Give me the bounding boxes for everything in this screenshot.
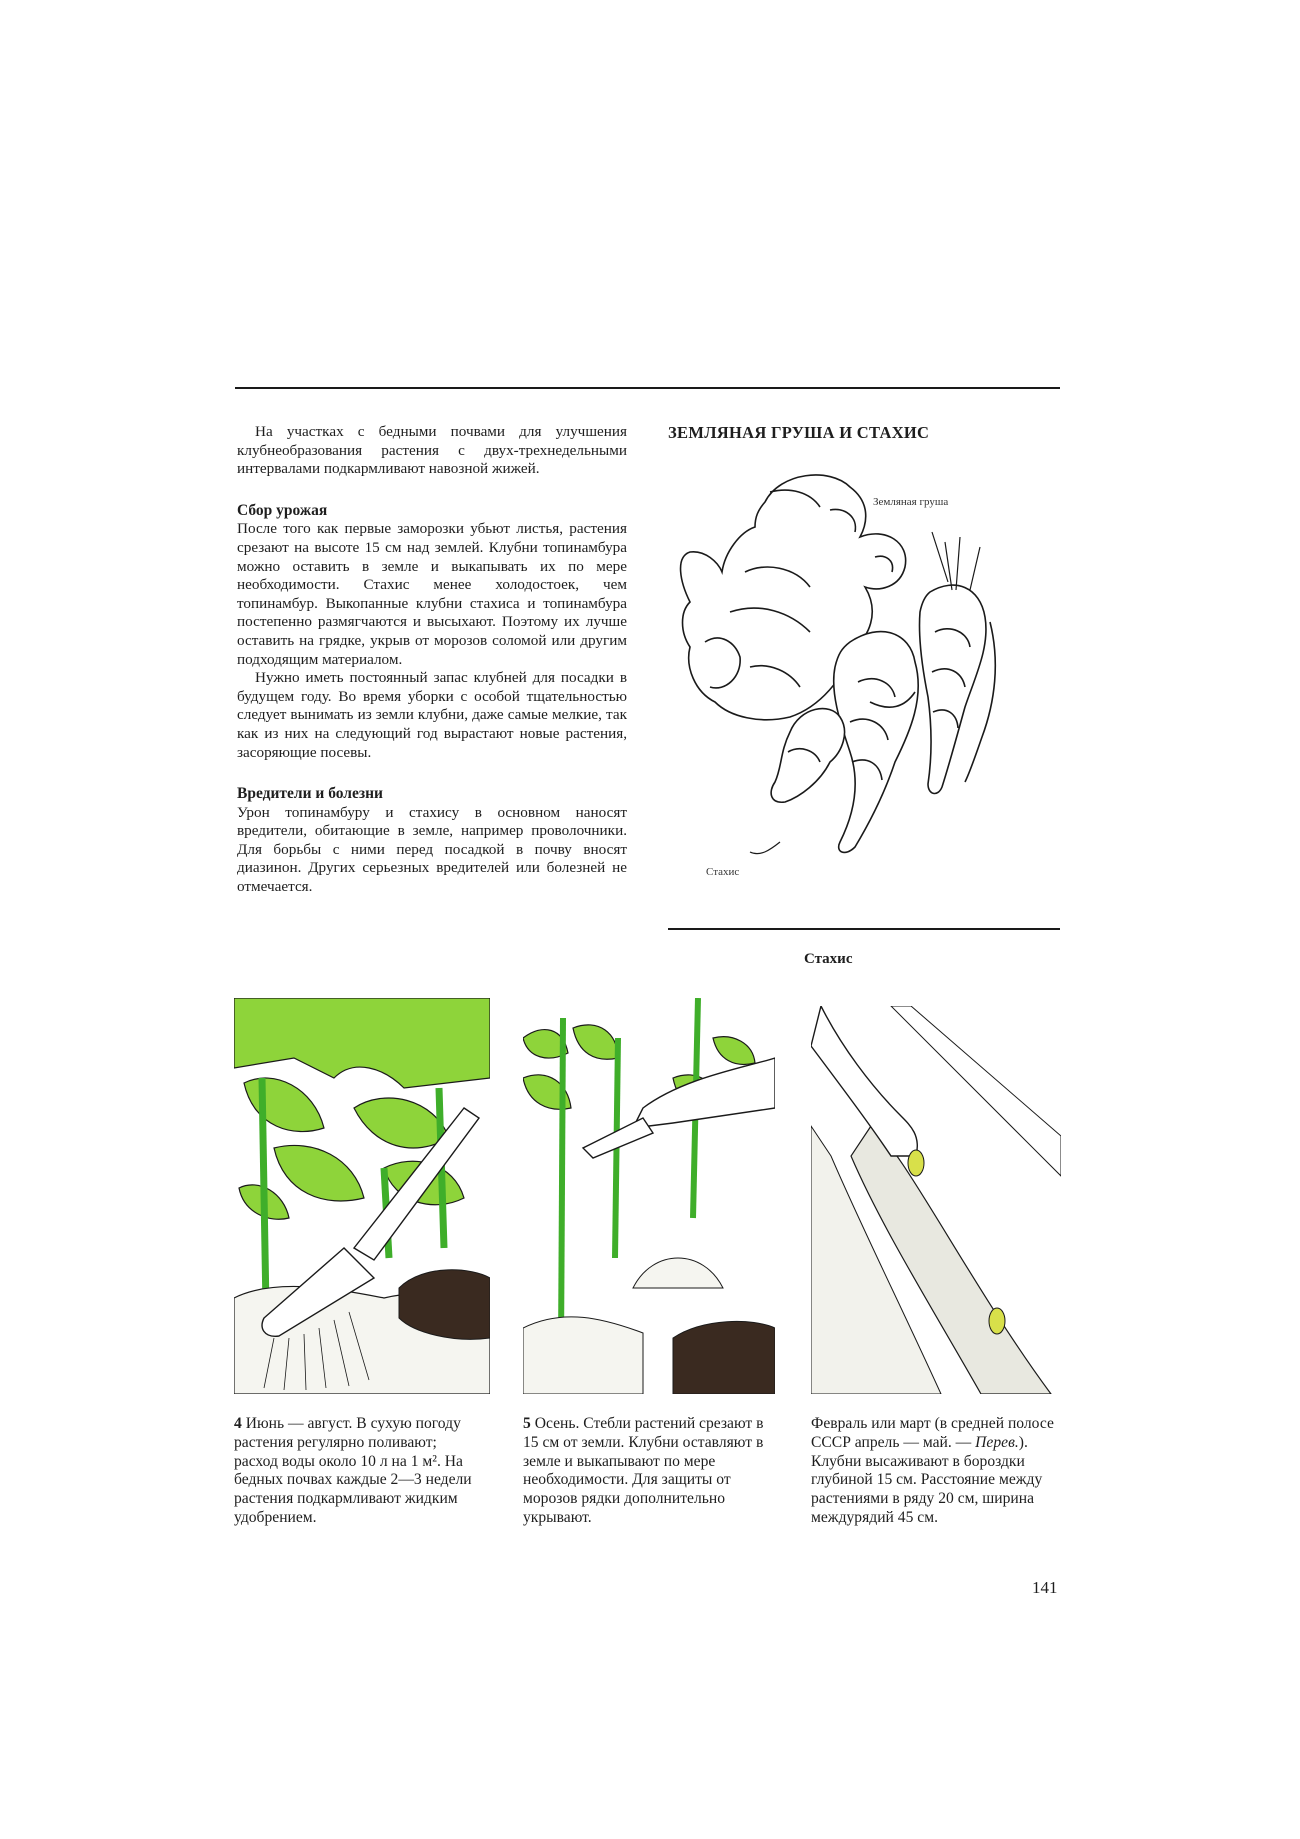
right-column-rule <box>668 928 1060 930</box>
caption-4-text: Июнь — август. В сухую погоду растения регулярно поливают; расход воды около 10 л на 1 м². На бедных почвах каждые 2—3 недели растения подкармливают жидким удобрением. <box>234 1415 472 1526</box>
harvest-heading: Сбор урожая <box>237 501 328 519</box>
page-number: 141 <box>1032 1578 1058 1597</box>
caption-4-number: 4 <box>234 1415 242 1432</box>
caption-6-text-pre: Февраль или март (в средней полосе СССР апрель — май. — <box>811 1415 1054 1451</box>
label-jerusalem-artichoke: Земляная груша <box>873 496 949 508</box>
watering-illustration <box>234 998 490 1394</box>
caption-5 <box>523 1415 771 1528</box>
cutting-illustration <box>523 998 775 1394</box>
harvest-paragraph-1: После того как первые заморозки убьют листья, растения срезают на высоте 15 см над землей. Клубни топинамбура можно оставить в земле и выкапывать их по мере необходимости. Стахис менее холодостоек, чем топинамбур. Выкопанные клубни стахиса и топинамбура постепенно размягчаются и высыхают. Поэтому их лучше оставить на грядке, укрыв от морозов соломой или другим подходящим материалом. <box>237 520 627 668</box>
left-text-column <box>237 423 627 897</box>
stachys-subheading: Стахис <box>804 951 853 967</box>
intro-paragraph: На участках с бедными почвами для улучшения клубнеобразования растения с двух-трехнедельными интервалами подкармливают навозной жижей. <box>237 423 627 478</box>
pests-heading: Вредители и болезни <box>237 785 383 803</box>
caption-6 <box>811 1415 1059 1528</box>
label-stachys-figure: Стахис <box>706 866 740 878</box>
tuber-illustration <box>670 462 1010 902</box>
caption-4 <box>234 1415 484 1528</box>
caption-5-number: 5 <box>523 1415 531 1432</box>
caption-5-text: Осень. Стебли растений срезают в 15 см от земли. Клубни оставляют в земле и выкапывают по мере необходимости. Для защиты от морозов рядки дополнительно укрывают. <box>523 1415 764 1526</box>
top-rule <box>235 387 1060 389</box>
section-title: ЗЕМЛЯНАЯ ГРУША И СТАХИС <box>668 423 930 442</box>
caption-6-italic: Перев. <box>975 1433 1019 1451</box>
pests-paragraph: Урон топинамбуру и стахису в основном наносят вредители, обитающие в земле, например проволочники. Для борьбы с ними перед посадкой в почву вносят диазинон. Других серьезных вредителей или болезней не отмечается. <box>237 803 627 896</box>
planting-illustration <box>811 1006 1061 1394</box>
harvest-paragraph-2: Нужно иметь постоянный запас клубней для посадки в будущем году. Во время уборки с особой тщательностью следует вынимать из земли клубни, даже самые мелкие, так как из них на следующий год вырастают новые растения, засоряющие посевы. <box>237 669 627 761</box>
caption-6-text-post: ). Клубни высаживают в бороздки глубиной 15 см. Расстояние между растениями в ряду 20 см, ширина междурядий 45 см. <box>811 1433 1043 1526</box>
